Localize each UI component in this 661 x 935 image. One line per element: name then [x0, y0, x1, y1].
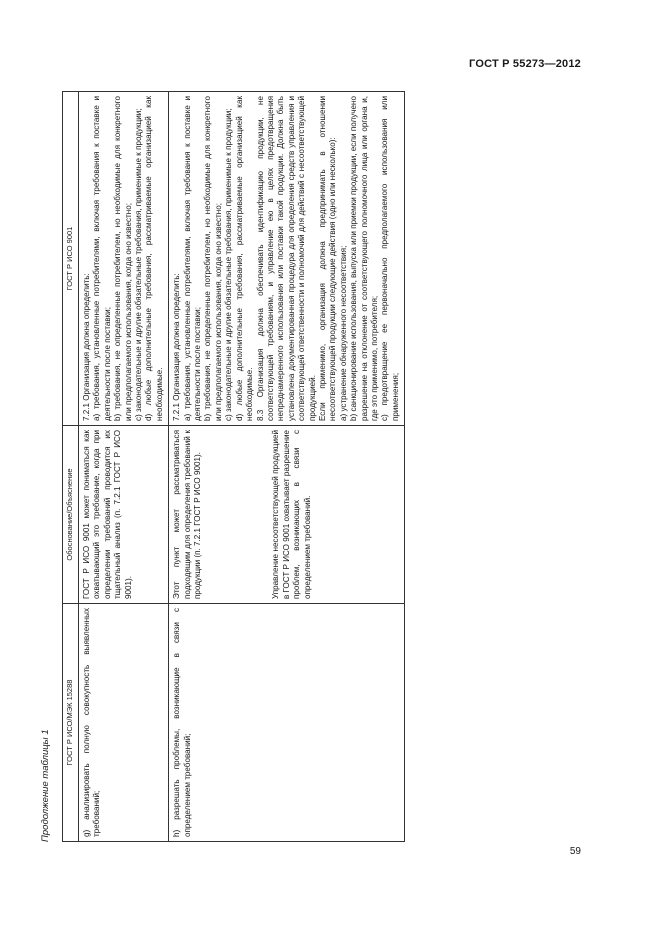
column-header-rationale: Обоснование/Объяснение [63, 426, 79, 604]
cell-text: а) устранение обнаруженного несоответствия; [338, 245, 348, 421]
cell-text: b) санкционирование использования, выпуска или приемки продукции, если получено разрешение на отклонение от соответствующего полномочного лица или органа и, где это применимо, потребителя; [349, 96, 379, 421]
table-cell [169, 604, 405, 842]
cell-text: Если применимо, организация должна предпринимать в отношении несоответствующей продукции следующие действия (одно или несколько): [317, 96, 338, 421]
comparison-table [62, 91, 405, 842]
table-cell [79, 604, 169, 842]
standard-designation: ГОСТ Р 55273—2012 [469, 58, 581, 70]
cell-text: c) предотвращение ее первоначально предполагаемого использования или применения; [380, 96, 400, 421]
cell-text: d) любые дополнительные требования, рассматриваемые организацией как необходимые. [144, 96, 164, 421]
cell-text: b) требования, не определенные потребителем, но необходимые для конкретного или предполагаемого использования, когда оно известно; [113, 96, 133, 421]
table-header-row [63, 92, 79, 842]
cell-text: 7.2.1 Организация должна определить: [82, 273, 91, 421]
table-cell [79, 92, 169, 426]
cell-text: а) требования, установленные потребителями, включая требования к поставке и деятельности после поставки; [92, 96, 112, 421]
table-cell [79, 426, 169, 604]
cell-text: b) требования, не определенные потребителем, но необходимые для конкретного или предполагаемого использования, когда оно известно; [203, 96, 223, 421]
cell-text: ГОСТ Р ИСО 9001 может пониматься как охватывающий это требование, когда при определении требований проводится их тщательный анализ (п. 7.2.1 ГОСТ Р ИСО 9001). [82, 430, 133, 599]
column-header-iso9001: ГОСТ Р ИСО 9001 [63, 92, 79, 426]
column-header-iso15288: ГОСТ Р ИСО/МЭК 15288 [63, 604, 79, 842]
table-row [79, 92, 169, 842]
page-number: 59 [569, 846, 581, 857]
cell-text: d) любые дополнительные требования, рассматриваемые организацией как необходимые. [234, 96, 255, 421]
cell-text: c) законодательные и другие обязательные требования, применимые к продукции; [224, 108, 234, 421]
cell-text: 7.2.1 Организация должна определить: [172, 273, 182, 421]
cell-text: Этот пункт может рассматриваться подходящим для определения требований к продукции (п. 7.2.1 ГОСТ Р ИСО 9001). [172, 430, 203, 599]
cell-text: а) требования, установленные потребителями, включая требования к поставке и деятельности после поставки; [182, 96, 203, 421]
cell-text: Управление несоответствующей продукцией в ГОСТ Р ИСО 9001 охватывает разрешение проблем, возникающих в связи с определением требований. [271, 430, 312, 599]
table-caption: Продолжение таблицы 1 [40, 729, 51, 842]
rotated-table-area [40, 92, 574, 842]
cell-text: c) законодательные и другие обязательные требования, применимые к продукции; [134, 108, 144, 421]
cell-text: h) разрешать проблемы, возникающие в связи с определением требований; [172, 608, 192, 837]
cell-text: 8.3 Организация должна обеспечивать идентификацию продукции, не соответствующей требованиям, и управление ею в целях предотвращения непреднамеренного использования или поставки такой продукции. Должна быть установлена документированная процедура для определения средств управления и соответствующей ответственности и полномочий для действий с несоответствующей продукцией. [255, 96, 317, 421]
table-row [169, 92, 405, 842]
table-cell [169, 92, 405, 426]
table-cell [169, 426, 405, 604]
cell-text: g) анализировать полную совокупность выявленных требований; [82, 608, 102, 837]
